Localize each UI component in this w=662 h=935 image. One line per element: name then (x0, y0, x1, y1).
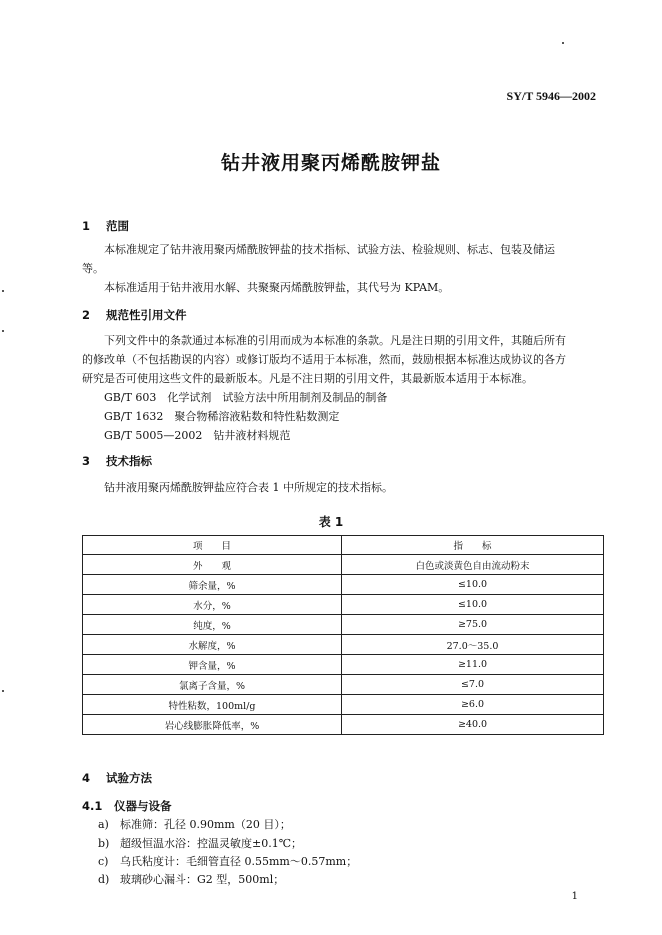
item-cell: 岩心线膨胀降低率，% (83, 715, 342, 735)
item-label: b) (98, 837, 110, 850)
list-item (98, 871, 284, 887)
item-cell: 筛余量，% (83, 575, 342, 595)
item-cell: 纯度，% (83, 615, 342, 635)
standard-code: SY/T 5946—2002 (506, 89, 596, 103)
reference-item: GB/T 603 化学试剂 试验方法中所用制剂及制品的制备 (104, 391, 388, 404)
table-row (83, 615, 604, 635)
section-1-paragraph-1 (82, 240, 604, 278)
table-row (83, 635, 604, 655)
list-item (98, 816, 291, 832)
item-label: d) (98, 873, 110, 886)
section-title: 试验方法 (106, 771, 153, 785)
text-line: 等。 (82, 262, 104, 275)
section-2-paragraph (82, 331, 604, 388)
value-cell: ≤10.0 (342, 575, 604, 595)
section-number: 4 (82, 771, 91, 785)
table-header-row (83, 536, 604, 555)
value-cell: ≥40.0 (342, 715, 604, 735)
table-row (83, 655, 604, 675)
value-cell: ≥75.0 (342, 615, 604, 635)
reference-item: GB/T 1632 聚合物稀溶液粘数和特性粘数测定 (104, 410, 340, 423)
value-cell: ≥11.0 (342, 655, 604, 675)
item-text: 玻璃砂心漏斗：G2 型，500ml； (120, 873, 285, 886)
text-line: 下列文件中的条款通过本标准的引用而成为本标准的条款。凡是注日期的引用文件，其随后所有 (104, 334, 566, 347)
section-2-heading (82, 307, 187, 323)
table-row (83, 595, 604, 615)
item-cell: 钾含量，% (83, 655, 342, 675)
value-cell: ≥6.0 (342, 695, 604, 715)
table-row (83, 555, 604, 575)
document-title: 钻井液用聚丙烯酰胺钾盐 (220, 152, 441, 174)
section-4-1-heading (82, 798, 172, 814)
section-1-heading (82, 218, 129, 234)
section-4-heading (82, 770, 152, 786)
scan-speck (562, 42, 564, 44)
column-header: 指 标 (342, 536, 604, 555)
scan-speck (2, 290, 4, 292)
section-title: 规范性引用文件 (106, 308, 187, 322)
section-number: 4.1 (82, 799, 103, 813)
scan-speck (2, 330, 4, 332)
text-line: 研究是否可使用这些文件的最新版本。凡是不注日期的引用文件，其最新版本适用于本标准。 (82, 372, 533, 385)
value-cell: ≤7.0 (342, 675, 604, 695)
table-row (83, 675, 604, 695)
item-cell: 外 观 (83, 555, 342, 575)
list-item (98, 853, 357, 869)
text-line: 本标准规定了钻井液用聚丙烯酰胺钾盐的技术指标、试验方法、检验规则、标志、包装及储运 (104, 243, 555, 256)
column-header: 项 目 (83, 536, 342, 555)
scan-speck (2, 690, 4, 692)
section-3-paragraph: 钻井液用聚丙烯酰胺钾盐应符合表 1 中所规定的技术指标。 (104, 481, 393, 494)
table-caption: 表 1 (318, 515, 344, 529)
section-title: 范围 (106, 219, 130, 233)
section-1-paragraph-2: 本标准适用于钻井液用水解、共聚聚丙烯酰胺钾盐，其代号为 KPAM。 (104, 281, 450, 294)
item-label: c) (98, 855, 109, 868)
section-number: 3 (82, 454, 91, 468)
value-cell: ≤10.0 (342, 595, 604, 615)
list-item (98, 835, 302, 851)
table-row (83, 695, 604, 715)
section-title: 技术指标 (106, 454, 153, 468)
item-text: 标准筛：孔径 0.90mm（20 目）； (120, 818, 291, 831)
item-cell: 氯离子含量，% (83, 675, 342, 695)
value-cell: 白色或淡黄色自由流动粉末 (342, 555, 604, 575)
section-title: 仪器与设备 (114, 799, 172, 813)
table-row (83, 715, 604, 735)
page-number: 1 (571, 891, 578, 902)
value-cell: 27.0～35.0 (342, 635, 604, 655)
section-number: 2 (82, 308, 91, 322)
spec-table (82, 535, 604, 735)
reference-item: GB/T 5005—2002 钻井液材料规范 (104, 429, 291, 442)
text-line: 的修改单（不包括勘误的内容）或修订版均不适用于本标准，然而，鼓励根据本标准达成协议的各方 (82, 353, 566, 366)
section-3-heading (82, 453, 152, 469)
item-cell: 水解度，% (83, 635, 342, 655)
table-row (83, 575, 604, 595)
item-cell: 水分，% (83, 595, 342, 615)
item-label: a) (98, 818, 109, 831)
section-number: 1 (82, 219, 91, 233)
item-cell: 特性粘数，100ml/g (83, 695, 342, 715)
item-text: 乌氏粘度计：毛细管直径 0.55mm～0.57mm； (120, 855, 358, 868)
item-text: 超级恒温水浴：控温灵敏度±0.1℃； (120, 837, 303, 850)
